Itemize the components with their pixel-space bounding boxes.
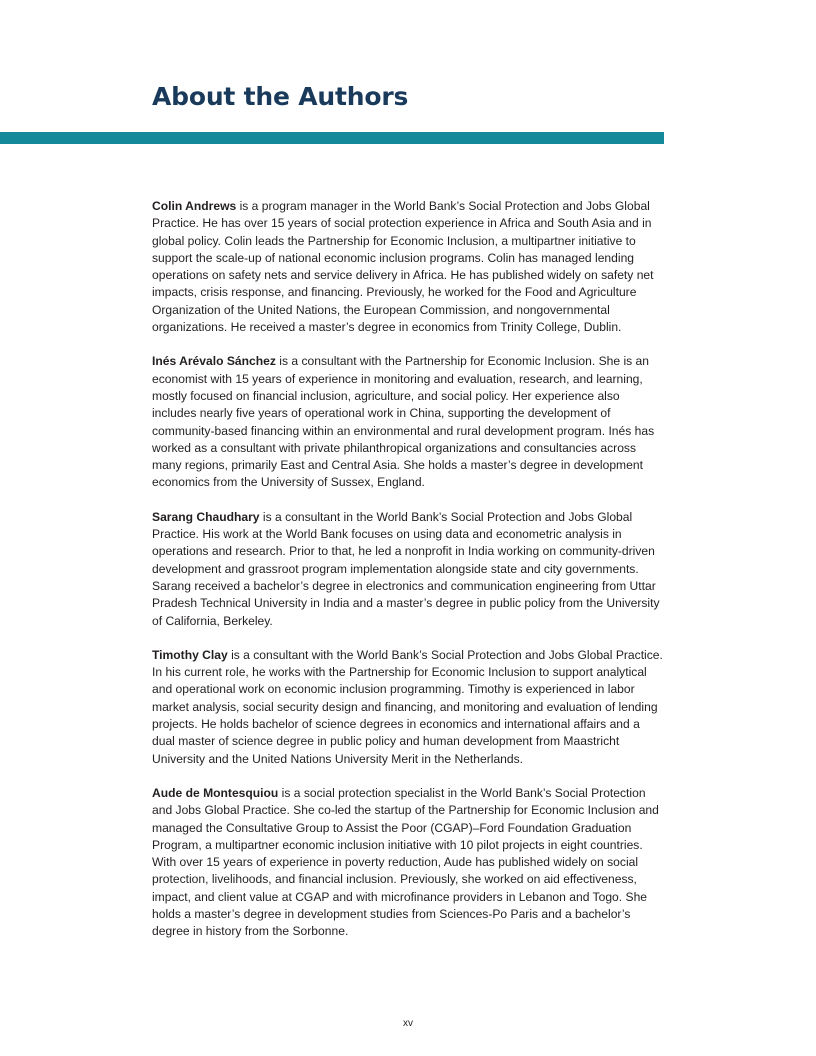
author-bio-text: is a consultant with the World Bank’s Social Protection and Jobs Global Practice. In his current role, he works with the Partnership for Economic Inclusion to support analytical and operational work on economic inclusion programming. Timothy is experienced in labor market analysis, social security design and financing, and monitoring and evaluation of lending projects. He holds bachelor of science degrees in economics and international affairs and a dual master of science degree in public policy and human development from Maastricht University and the United Nations University Merit in the Netherlands. xyxy=(152,647,663,766)
author-name: Aude de Montesquiou xyxy=(152,785,279,800)
author-name: Inés Arévalo Sánchez xyxy=(152,354,276,369)
page-title: About the Authors xyxy=(152,82,409,111)
author-bio xyxy=(152,647,664,768)
author-bio xyxy=(152,509,664,630)
author-name: Timothy Clay xyxy=(152,647,228,662)
author-bio-text: is a consultant in the World Bank’s Social Protection and Jobs Global Practice. His work at the World Bank focuses on using data and econometric analysis in operations and research. Prior to that, he led a nonprofit in India working on community-driven development and grassroot program implementation alongside state and city governments. Sarang received a bachelor’s degree in electronics and communication engineering from Uttar Pradesh Technical University in India and a master’s degree in public policy from the University of California, Berkeley. xyxy=(152,509,660,628)
author-bio xyxy=(152,198,664,336)
page-number: xv xyxy=(403,1018,413,1029)
author-bio xyxy=(152,785,664,941)
author-bio-text: is a consultant with the Partnership for Economic Inclusion. She is an economist with 15 years of experience in monitoring and evaluation, research, and learning, mostly focused on financial inclusion, agriculture, and social policy. Her experience also includes nearly five years of operational work in China, supporting the development of community-based financing within an environmental and rural development program. Inés has worked as a consultant with private philanthropical organizations and consultancies across many regions, primarily East and Central Asia. She holds a master’s degree in development economics from the University of Sussex, England. xyxy=(152,354,655,490)
author-bio-text: is a program manager in the World Bank’s Social Protection and Jobs Global Practice. He has over 15 years of social protection experience in Africa and South Asia and in global policy. Colin leads the Partnership for Economic Inclusion, a multipartner initiative to support the scale-up of national economic inclusion programs. Colin has managed lending operations on safety nets and service delivery in Africa. He has published widely on safety net impacts, crisis response, and financing. Previously, he worked for the Food and Agriculture Organization of the United Nations, the European Commission, and nongovernmental organizations. He received a master’s degree in economics from Trinity College, Dublin. xyxy=(152,199,654,335)
title-rule xyxy=(0,132,664,144)
author-bios xyxy=(152,198,664,958)
author-bio xyxy=(152,353,664,491)
author-name: Colin Andrews xyxy=(152,199,237,213)
author-name: Sarang Chaudhary xyxy=(152,509,260,524)
author-bio-text: is a social protection specialist in the World Bank’s Social Protection and Jobs Global Practice. She co-led the startup of the Partnership for Economic Inclusion and managed the Consultative Group to Assist the Poor (CGAP)–Ford Foundation Graduation Program, a multipartner economic inclusion initiative with 10 pilot projects in eight countries. With over 15 years of experience in poverty reduction, Aude has published widely on social protection, livelihoods, and financial inclusion. Previously, she worked on aid effectiveness, impact, and client value at CGAP and with microfinance providers in Lebanon and Togo. She holds a master’s degree in development studies from Sciences-Po Paris and a bachelor’s degree in history from the Sorbonne. xyxy=(152,785,659,939)
